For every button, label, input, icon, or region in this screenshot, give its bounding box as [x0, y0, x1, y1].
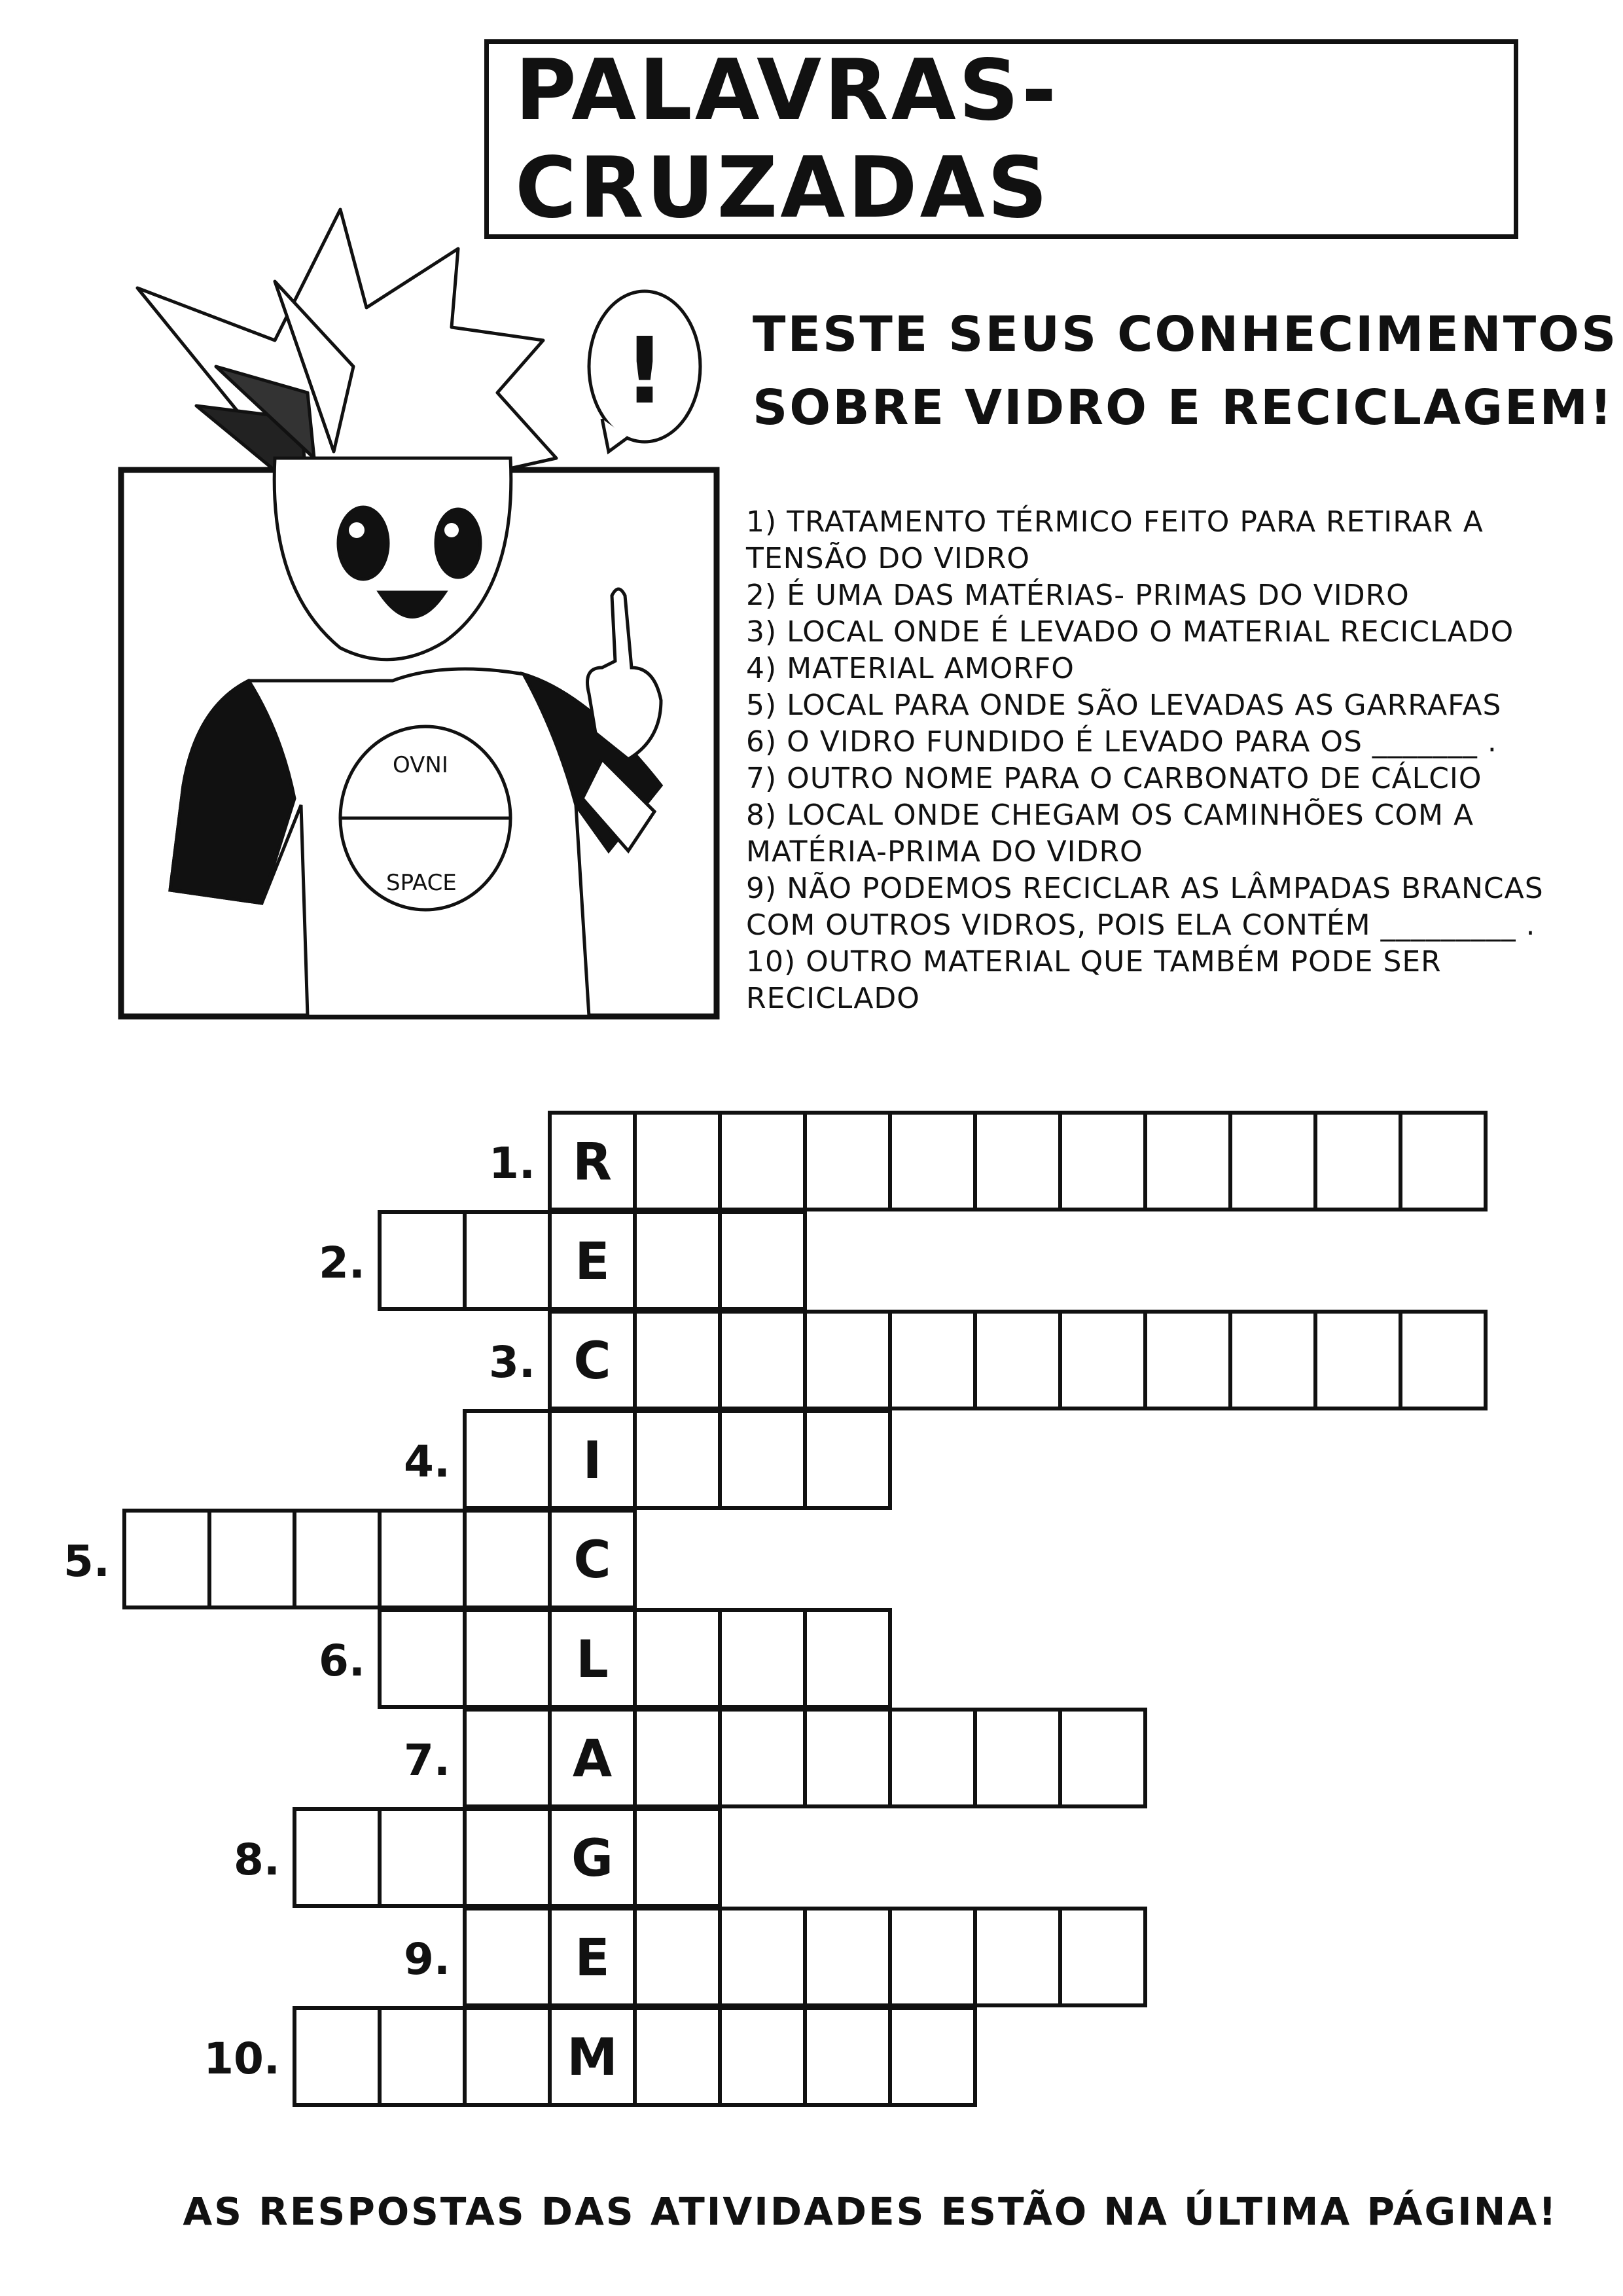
answer-cell[interactable]	[1145, 1113, 1230, 1210]
answer-cell[interactable]	[294, 1511, 380, 1607]
answer-cell[interactable]	[465, 1809, 550, 1906]
answer-cell[interactable]	[635, 2008, 720, 2105]
answer-cell[interactable]	[635, 1312, 720, 1408]
answer-cell[interactable]	[890, 2008, 975, 2105]
clue-line: 2) É UMA DAS MATÉRIAS- PRIMAS DO VIDRO	[746, 579, 1410, 612]
row-number-label: 2.	[319, 1238, 365, 1288]
row-number-label: 8.	[234, 1835, 280, 1885]
answer-cell[interactable]	[720, 1113, 805, 1210]
answer-cell[interactable]	[1400, 1113, 1486, 1210]
answer-cell[interactable]	[975, 1312, 1060, 1408]
row-number-label: 3.	[489, 1337, 535, 1388]
answer-cell[interactable]	[805, 1909, 890, 2005]
answer-cell[interactable]	[380, 1511, 465, 1607]
answer-cell[interactable]	[720, 1411, 805, 1508]
answer-cell[interactable]	[294, 2008, 380, 2105]
clue-line: MATÉRIA-PRIMA DO VIDRO	[746, 835, 1143, 869]
answer-cell[interactable]	[465, 1511, 550, 1607]
clue-line: 6) O VIDRO FUNDIDO É LEVADO PARA OS _______ .	[746, 725, 1497, 759]
row-number-label: 6.	[319, 1636, 365, 1686]
answer-cell[interactable]	[805, 1610, 890, 1707]
key-letter: E	[575, 1232, 610, 1291]
clue-line: 8) LOCAL ONDE CHEGAM OS CAMINHÕES COM A	[746, 798, 1474, 832]
key-letter: G	[571, 1829, 614, 1888]
answer-cell[interactable]	[1230, 1312, 1315, 1408]
key-letter: I	[582, 1431, 602, 1490]
shirt-text-bottom: SPACE	[386, 870, 457, 896]
subtitle-line-1: TESTE SEUS CONHECIMENTOS	[753, 306, 1618, 363]
clue-line: 9) NÃO PODEMOS RECICLAR AS LÂMPADAS BRANCAS	[746, 872, 1544, 905]
answer-cell[interactable]	[720, 1909, 805, 2005]
answer-cell[interactable]	[975, 1909, 1060, 2005]
clue-line: 3) LOCAL ONDE É LEVADO O MATERIAL RECICLADO	[746, 615, 1514, 649]
row-number-label: 7.	[404, 1735, 450, 1785]
answer-cell[interactable]	[805, 2008, 890, 2105]
key-letter: C	[573, 1332, 611, 1391]
answer-cell[interactable]	[209, 1511, 294, 1607]
answer-cell[interactable]	[890, 1312, 975, 1408]
key-letter: A	[572, 1730, 613, 1789]
answer-cell[interactable]	[975, 1710, 1060, 1806]
answer-cell[interactable]	[635, 1610, 720, 1707]
answer-cell[interactable]	[1060, 1909, 1145, 2005]
answer-cell[interactable]	[635, 1710, 720, 1806]
key-letter: R	[572, 1133, 613, 1192]
clue-line: 5) LOCAL PARA ONDE SÃO LEVADAS AS GARRAFAS	[746, 689, 1502, 722]
answer-cell[interactable]	[805, 1312, 890, 1408]
answer-cell[interactable]	[1315, 1113, 1400, 1210]
answer-cell[interactable]	[465, 1411, 550, 1508]
answer-cell[interactable]	[380, 1212, 465, 1309]
answer-cell[interactable]	[465, 1212, 550, 1309]
answer-cell[interactable]	[1145, 1312, 1230, 1408]
answer-cell[interactable]	[294, 1809, 380, 1906]
answer-cell[interactable]	[635, 1809, 720, 1906]
answer-cell[interactable]	[465, 1710, 550, 1806]
key-letter: C	[573, 1531, 611, 1590]
answer-cell[interactable]	[890, 1710, 975, 1806]
clue-line: RECICLADO	[746, 982, 920, 1015]
answer-cell[interactable]	[720, 1710, 805, 1806]
answer-cell[interactable]	[1230, 1113, 1315, 1210]
clue-line: 10) OUTRO MATERIAL QUE TAMBÉM PODE SER	[746, 945, 1442, 978]
answer-cell[interactable]	[1060, 1113, 1145, 1210]
answer-cell[interactable]	[465, 1610, 550, 1707]
answer-cell[interactable]	[720, 1610, 805, 1707]
answer-cell[interactable]	[890, 1113, 975, 1210]
answer-cell[interactable]	[635, 1113, 720, 1210]
answer-cell[interactable]	[380, 1809, 465, 1906]
clue-line: 4) MATERIAL AMORFO	[746, 652, 1075, 685]
answer-cell[interactable]	[635, 1212, 720, 1309]
page-title: PALAVRAS-CRUZADAS	[515, 41, 1060, 237]
answer-cell[interactable]	[805, 1710, 890, 1806]
key-letter: L	[576, 1630, 609, 1689]
answer-cell[interactable]	[635, 1411, 720, 1508]
clue-line: TENSÃO DO VIDRO	[746, 542, 1030, 575]
answer-cell[interactable]	[465, 1909, 550, 2005]
answer-cell[interactable]	[805, 1113, 890, 1210]
exclamation-mark: !	[624, 318, 666, 425]
shirt-text-top: OVNI	[393, 752, 448, 778]
footer-note	[0, 2189, 1623, 2234]
answer-cell[interactable]	[1060, 1710, 1145, 1806]
clue-line: 7) OUTRO NOME PARA O CARBONATO DE CÁLCIO	[746, 762, 1482, 795]
row-number-label: 4.	[404, 1437, 450, 1487]
answer-cell[interactable]	[380, 2008, 465, 2105]
answer-cell[interactable]	[720, 1312, 805, 1408]
answer-cell[interactable]	[720, 2008, 805, 2105]
clue-line: 1) TRATAMENTO TÉRMICO FEITO PARA RETIRAR A	[746, 505, 1484, 539]
clue-line: COM OUTROS VIDROS, POIS ELA CONTÉM _________ .	[746, 908, 1536, 942]
footer-text: AS RESPOSTAS DAS ATIVIDADES ESTÃO NA ÚLTIMA PÁGINA!	[183, 2189, 1558, 2234]
answer-cell[interactable]	[465, 2008, 550, 2105]
answer-cell[interactable]	[1315, 1312, 1400, 1408]
row-number-label: 1.	[489, 1138, 535, 1189]
answer-cell[interactable]	[1400, 1312, 1486, 1408]
answer-cell[interactable]	[720, 1212, 805, 1309]
answer-cell[interactable]	[124, 1511, 209, 1607]
answer-cell[interactable]	[975, 1113, 1060, 1210]
answer-cell[interactable]	[890, 1909, 975, 2005]
subtitle-line-2: SOBRE VIDRO E RECICLAGEM!	[753, 380, 1614, 436]
answer-cell[interactable]	[380, 1610, 465, 1707]
row-number-label: 5.	[63, 1536, 110, 1587]
answer-cell[interactable]	[1060, 1312, 1145, 1408]
row-number-label: 10.	[204, 2034, 280, 2084]
row-number-label: 9.	[404, 1934, 450, 1984]
answer-cell[interactable]	[635, 1909, 720, 2005]
key-letter: M	[567, 2028, 618, 2087]
answer-cell[interactable]	[805, 1411, 890, 1508]
key-letter: E	[575, 1929, 610, 1988]
